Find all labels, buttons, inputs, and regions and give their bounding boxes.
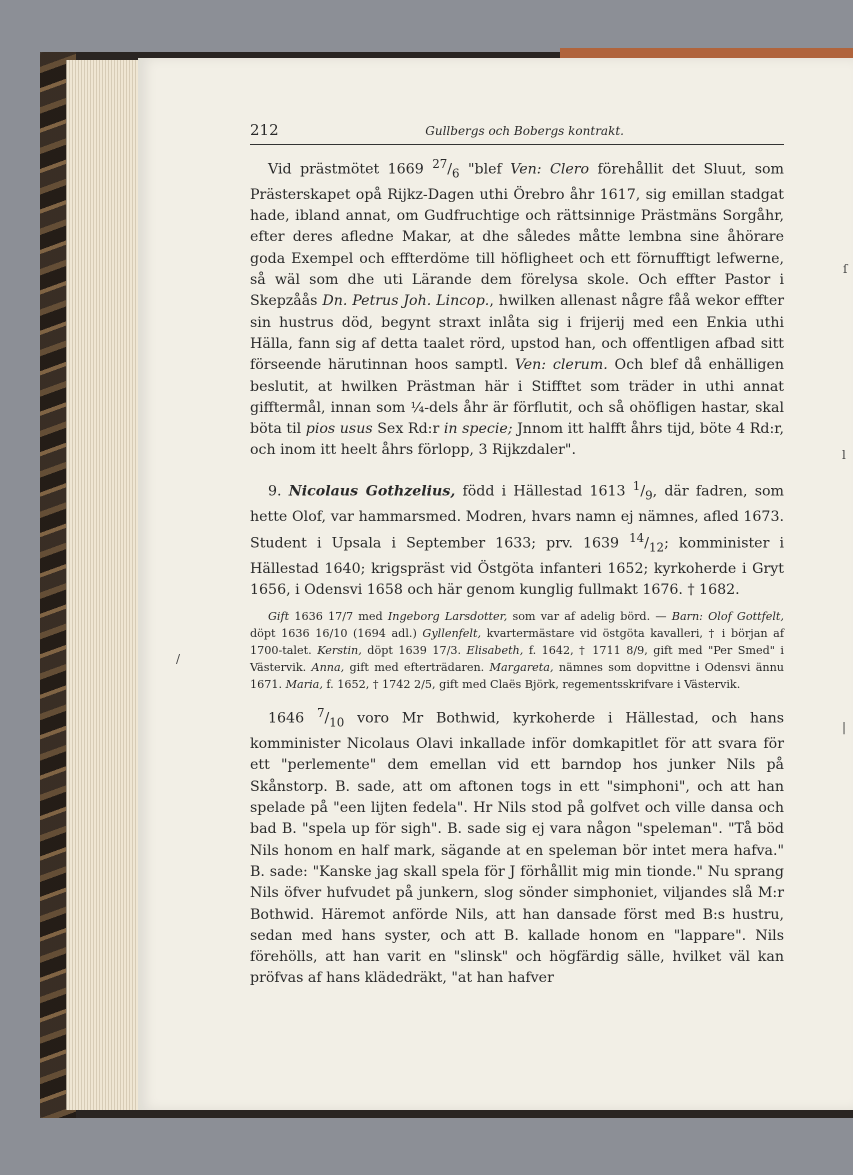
margin-mark: | — [842, 720, 847, 734]
paragraph-perlemente: 1646 $^7/_{10}$ voro Mr Bothwid, kyrkoherde i Hällestad, och hans komminister Nicolaus Olavi inkallade inför domkapitlet för att svara för ett "perlemente" dem emellan vid ett barndop hos junker Nils på Skånstorp. B. sade, att om aftonen togs in ett "simphoni", och att han spelade på "een lijten fedela". Hr Nils stod på golfvet och ville dansa och bad B. "spela up för sigh". B. sade sig ej vara någon "speleman". "Tå böd Nils honom en half mark, sägande at en speleman bör intet mera hafva." B. sade: "Kanske jag skall spela för J förhållit mig min tionde." Nu sprang Nils öfver hufvudet på junkern, slog sönder simphoniet, viljandes slå M:r Bothwid. Häremot anförde Nils, att han dansade först med B:s hustru, sedan med hans syster, och att B. kallade honom en "lappare". Nils förehölls, att han varit en "slinsk" och högfärdig sälle, hvilket väl kan pröfvas af hans klädedräkt, "at han hafver — [250, 706, 784, 987]
page-content — [250, 120, 784, 990]
paragraph-gothzelius: 9. Nicolaus Gothzelius, född i Hällestad 1613 $^1/_9$, där fadren, som hette Olof, var hammarsmed. Modren, hvars namn ej nämnes, afled 1673. Student i Upsala i September 1633; prv. 1639 $^{14}/_{12}$; komminister i Hällestad 1640; krigspräst vid Östgöta infanteri 1652; kyrkoherde i Gryt 1656, i Odensvi 1658 och här genom kunglig fullmakt 1676. † 1682. — [250, 478, 784, 599]
family-note: Gift 1636 17/7 med Ingeborg Larsdotter, som var af adelig börd. — Barn: Olof Gottfelt, döpt 1636 16/10 (1694 adl.) Gyllenfelt, kvartermästare vid östgöta kavalleri, † i början af 1700-talet. Kerstin, döpt 1639 17/3. Elisabeth, f. 1642, † 1711 8/9, gift med "Per Smed" i Västervik. Anna, gift med efterträdaren. Margareta, nämnes som dopvittne i Odensvi ännu 1671. Maria, f. 1652, † 1742 2/5, gift med Claës Björk, regementsskrifvare i Västervik. — [250, 610, 784, 691]
paragraph-prastmotet: Vid prästmötet 1669 $^{27}/_6$ "blef Ven: Clero förehållit det Sluut, som Prästerskapet opå Rijkz-Dagen uthi Örebro åhr 1617, sig emillan stadgat hade, ibland annat, om Gudfruchtige och rättsinnige Prästmäns Sorgåhr, efter deres afledne Makar, at dhe således måtte lembna sine åhörare goda Exempel och effterdöme till höfligheet och ett förnufftigt lefwerne, så wäl som dhe uti Lärande dem förelysa skole. Och effter Pastor i Skepzåås Dn. Petrus Joh. Lincop., hwilken allenast någre fåå wekor effter sin hustrus död, begynt straxt inlåta sig i frijerij med een Enkia uthi Hälla, fann sig af detta taalet rörd, upstod han, och offentligen afbad sitt förseende härutinnan hoos samptl. Ven: clerum. Och blef då enhälligen beslutit, at hwilken Prästman här i Stifftet som träder in uthi annat gifftermål, innan som ¼-dels åhr är förflutit, och så ohöfligen hastar, skal böta til pios usus Sex Rd:r in specie; Jnnom itt halfft åhrs tijd, böte 4 Rd:r, och inom itt heelt åhrs förlopp, 3 Rijkzdaler". — [250, 157, 784, 459]
page-number: 212 — [250, 121, 279, 139]
page-edges — [66, 60, 145, 1110]
margin-mark: l — [842, 448, 846, 462]
margin-mark: ſ — [843, 262, 848, 276]
page-header — [250, 120, 784, 145]
margin-mark: / — [176, 652, 181, 666]
running-head: Gullbergs och Bobergs kontrakt. — [425, 124, 624, 138]
